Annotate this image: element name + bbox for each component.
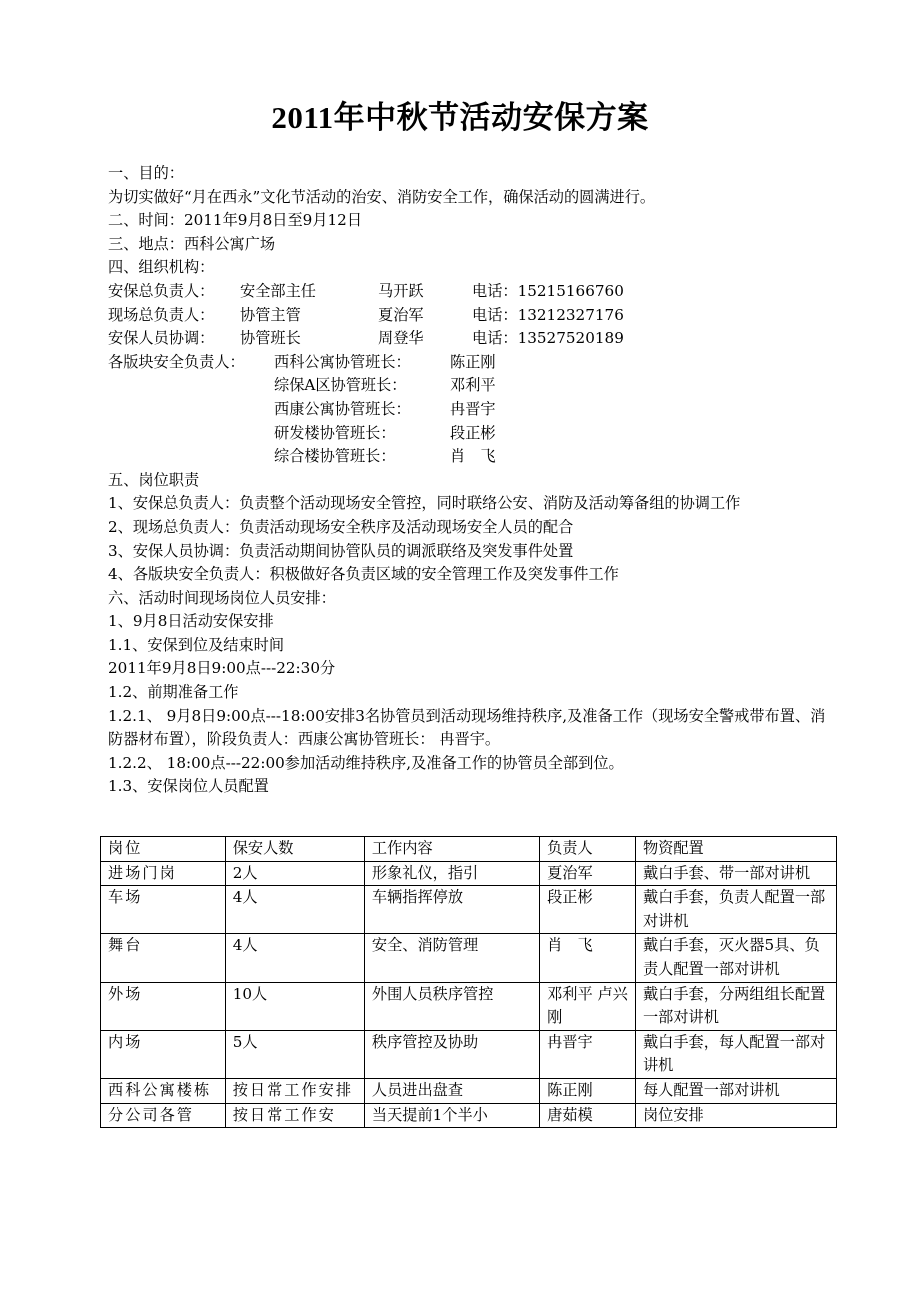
- duty-item: 4、各版块安全负责人：积极做好各负责区域的安全管理工作及突发事件工作: [108, 565, 619, 584]
- purpose-text: 为切实做好“月在西永”文化节活动的治安、消防安全工作，确保活动的圆满进行。: [108, 187, 656, 206]
- table-cell: 车辆指挥停放: [364, 886, 539, 934]
- table-cell: 戴白手套，每人配置一部对讲机: [635, 1030, 836, 1078]
- table-cell: 外场: [101, 982, 226, 1030]
- table-cell: 安全、消防管理: [364, 934, 539, 982]
- schedule-line: 1、9月8日活动安保安排: [108, 612, 274, 631]
- table-cell: 冉晋宇: [540, 1030, 636, 1078]
- table-cell: 舞台: [101, 934, 226, 982]
- document-title: 2011年中秋节活动安保方案: [271, 100, 649, 135]
- schedule-line: 1.1、安保到位及结束时间: [108, 635, 285, 654]
- org-title: 协管主管: [240, 305, 301, 324]
- table-heading: 1.3、安保岗位人员配置: [108, 777, 269, 796]
- table-cell: 按日常工作安排: [225, 1078, 364, 1103]
- table-cell: 当天提前1个半小: [364, 1103, 539, 1128]
- org-role: 现场总负责人：: [108, 305, 215, 324]
- block-name: 肖 飞: [450, 447, 496, 466]
- duty-item: 2、现场总负责人：负责活动现场安全秩序及活动现场安全人员的配合: [108, 517, 574, 536]
- table-row: [101, 934, 837, 982]
- org-role: 安保总负责人：: [108, 281, 215, 300]
- table-cell: 戴白手套，灭火器5具、负责人配置一部对讲机: [635, 934, 836, 982]
- staffing-table: [100, 836, 837, 1128]
- table-header-cell: 物资配置: [635, 837, 836, 862]
- table-cell: 肖 飞: [540, 934, 636, 982]
- table-cell: 4人: [225, 934, 364, 982]
- table-cell: 戴白手套，负责人配置一部对讲机: [635, 886, 836, 934]
- document-body: [108, 162, 828, 799]
- table-cell: 分公司各管: [101, 1103, 226, 1128]
- org-phone: 电话：13212327176: [472, 305, 624, 324]
- org-heading: 四、组织机构：: [108, 258, 215, 277]
- block-name: 陈正刚: [450, 352, 496, 371]
- table-row: [101, 861, 837, 886]
- table-cell: 陈正刚: [540, 1078, 636, 1103]
- block-area: 综合楼协管班长：: [274, 447, 396, 466]
- org-name: 夏治军: [378, 305, 424, 324]
- org-name: 马开跃: [378, 281, 424, 300]
- table-row: [101, 1030, 837, 1078]
- block-heading: 各版块安全负责人：: [108, 352, 245, 371]
- table-cell: 内场: [101, 1030, 226, 1078]
- table-cell: 岗位安排: [635, 1103, 836, 1128]
- table-header-cell: 工作内容: [364, 837, 539, 862]
- block-row: [108, 351, 828, 375]
- org-title: 协管班长: [240, 329, 301, 348]
- table-row: [101, 982, 837, 1030]
- time-line: 二、时间：2011年9月8日至9月12日: [108, 211, 363, 230]
- org-row: [108, 280, 828, 304]
- block-name: 冉晋宇: [450, 399, 496, 418]
- block-row: [108, 422, 828, 446]
- table-header-cell: 保安人数: [225, 837, 364, 862]
- block-row: [108, 445, 828, 469]
- table-row: [101, 886, 837, 934]
- table-cell: 夏治军: [540, 861, 636, 886]
- table-header-row: [101, 837, 837, 862]
- table-cell: 进场门岗: [101, 861, 226, 886]
- org-title: 安全部主任: [240, 281, 316, 300]
- table-header-cell: 岗位: [101, 837, 226, 862]
- purpose-heading: 一、目的：: [108, 164, 184, 182]
- table-cell: 人员进出盘查: [364, 1078, 539, 1103]
- table-cell: 西科公寓楼栋: [101, 1078, 226, 1103]
- table-cell: 2人: [225, 861, 364, 886]
- prep-item: 1.2.1、 9月8日9:00点---18:00安排3名协管员到活动现场维持秩序,及准备工作（现场安全警戒带布置、消防器材布置），阶段负责人：西康公寓协管班长： 冉晋宇。: [108, 706, 826, 749]
- duty-item: 1、安保总负责人：负责整个活动现场安全管控，同时联络公安、消防及活动筹备组的协调工作: [108, 494, 741, 513]
- prep-item: 1.2.2、 18:00点---22:00参加活动维持秩序,及准备工作的协管员全部到位。: [108, 753, 624, 772]
- org-role: 安保人员协调：: [108, 329, 215, 348]
- block-name: 段正彬: [450, 423, 496, 442]
- table-cell: 10人: [225, 982, 364, 1030]
- schedule-line: 1.2、前期准备工作: [108, 683, 239, 702]
- schedule-line: 2011年9月8日9:00点---22:30分: [108, 659, 336, 678]
- table-cell: 秩序管控及协助: [364, 1030, 539, 1078]
- table-cell: 段正彬: [540, 886, 636, 934]
- block-name: 邓利平: [450, 376, 496, 395]
- org-row: [108, 304, 828, 328]
- org-phone: 电话：13527520189: [472, 329, 624, 348]
- table-cell: 形象礼仪，指引: [364, 861, 539, 886]
- duties-heading: 五、岗位职责: [108, 470, 200, 489]
- table-cell: 每人配置一部对讲机: [635, 1078, 836, 1103]
- location-line: 三、地点：西科公寓广场: [108, 234, 276, 253]
- table-cell: 唐茹模: [540, 1103, 636, 1128]
- table-cell: 5人: [225, 1030, 364, 1078]
- block-area: 西科公寓协管班长：: [274, 352, 411, 371]
- table-cell: 外围人员秩序管控: [364, 982, 539, 1030]
- table-cell: 邓利平 卢兴刚: [540, 982, 636, 1030]
- block-area: 西康公寓协管班长：: [274, 399, 411, 418]
- block-row: [108, 398, 828, 422]
- table-row: [101, 1103, 837, 1128]
- block-area: 研发楼协管班长：: [274, 423, 396, 442]
- table-header-cell: 负责人: [540, 837, 636, 862]
- block-area: 综保A区协管班长：: [274, 376, 407, 395]
- table-cell: 4人: [225, 886, 364, 934]
- table-cell: 戴白手套、带一部对讲机: [635, 861, 836, 886]
- org-name: 周登华: [378, 329, 424, 348]
- table-row: [101, 1078, 837, 1103]
- block-row: [108, 374, 828, 398]
- table-cell: 戴白手套，分两组组长配置一部对讲机: [635, 982, 836, 1030]
- table-cell: 按日常工作安: [225, 1103, 364, 1128]
- org-phone: 电话：15215166760: [472, 281, 624, 300]
- table-cell: 车场: [101, 886, 226, 934]
- duty-item: 3、安保人员协调：负责活动期间协管队员的调派联络及突发事件处置: [108, 541, 574, 560]
- org-row: [108, 327, 828, 351]
- schedule-heading: 六、活动时间现场岗位人员安排：: [108, 588, 336, 607]
